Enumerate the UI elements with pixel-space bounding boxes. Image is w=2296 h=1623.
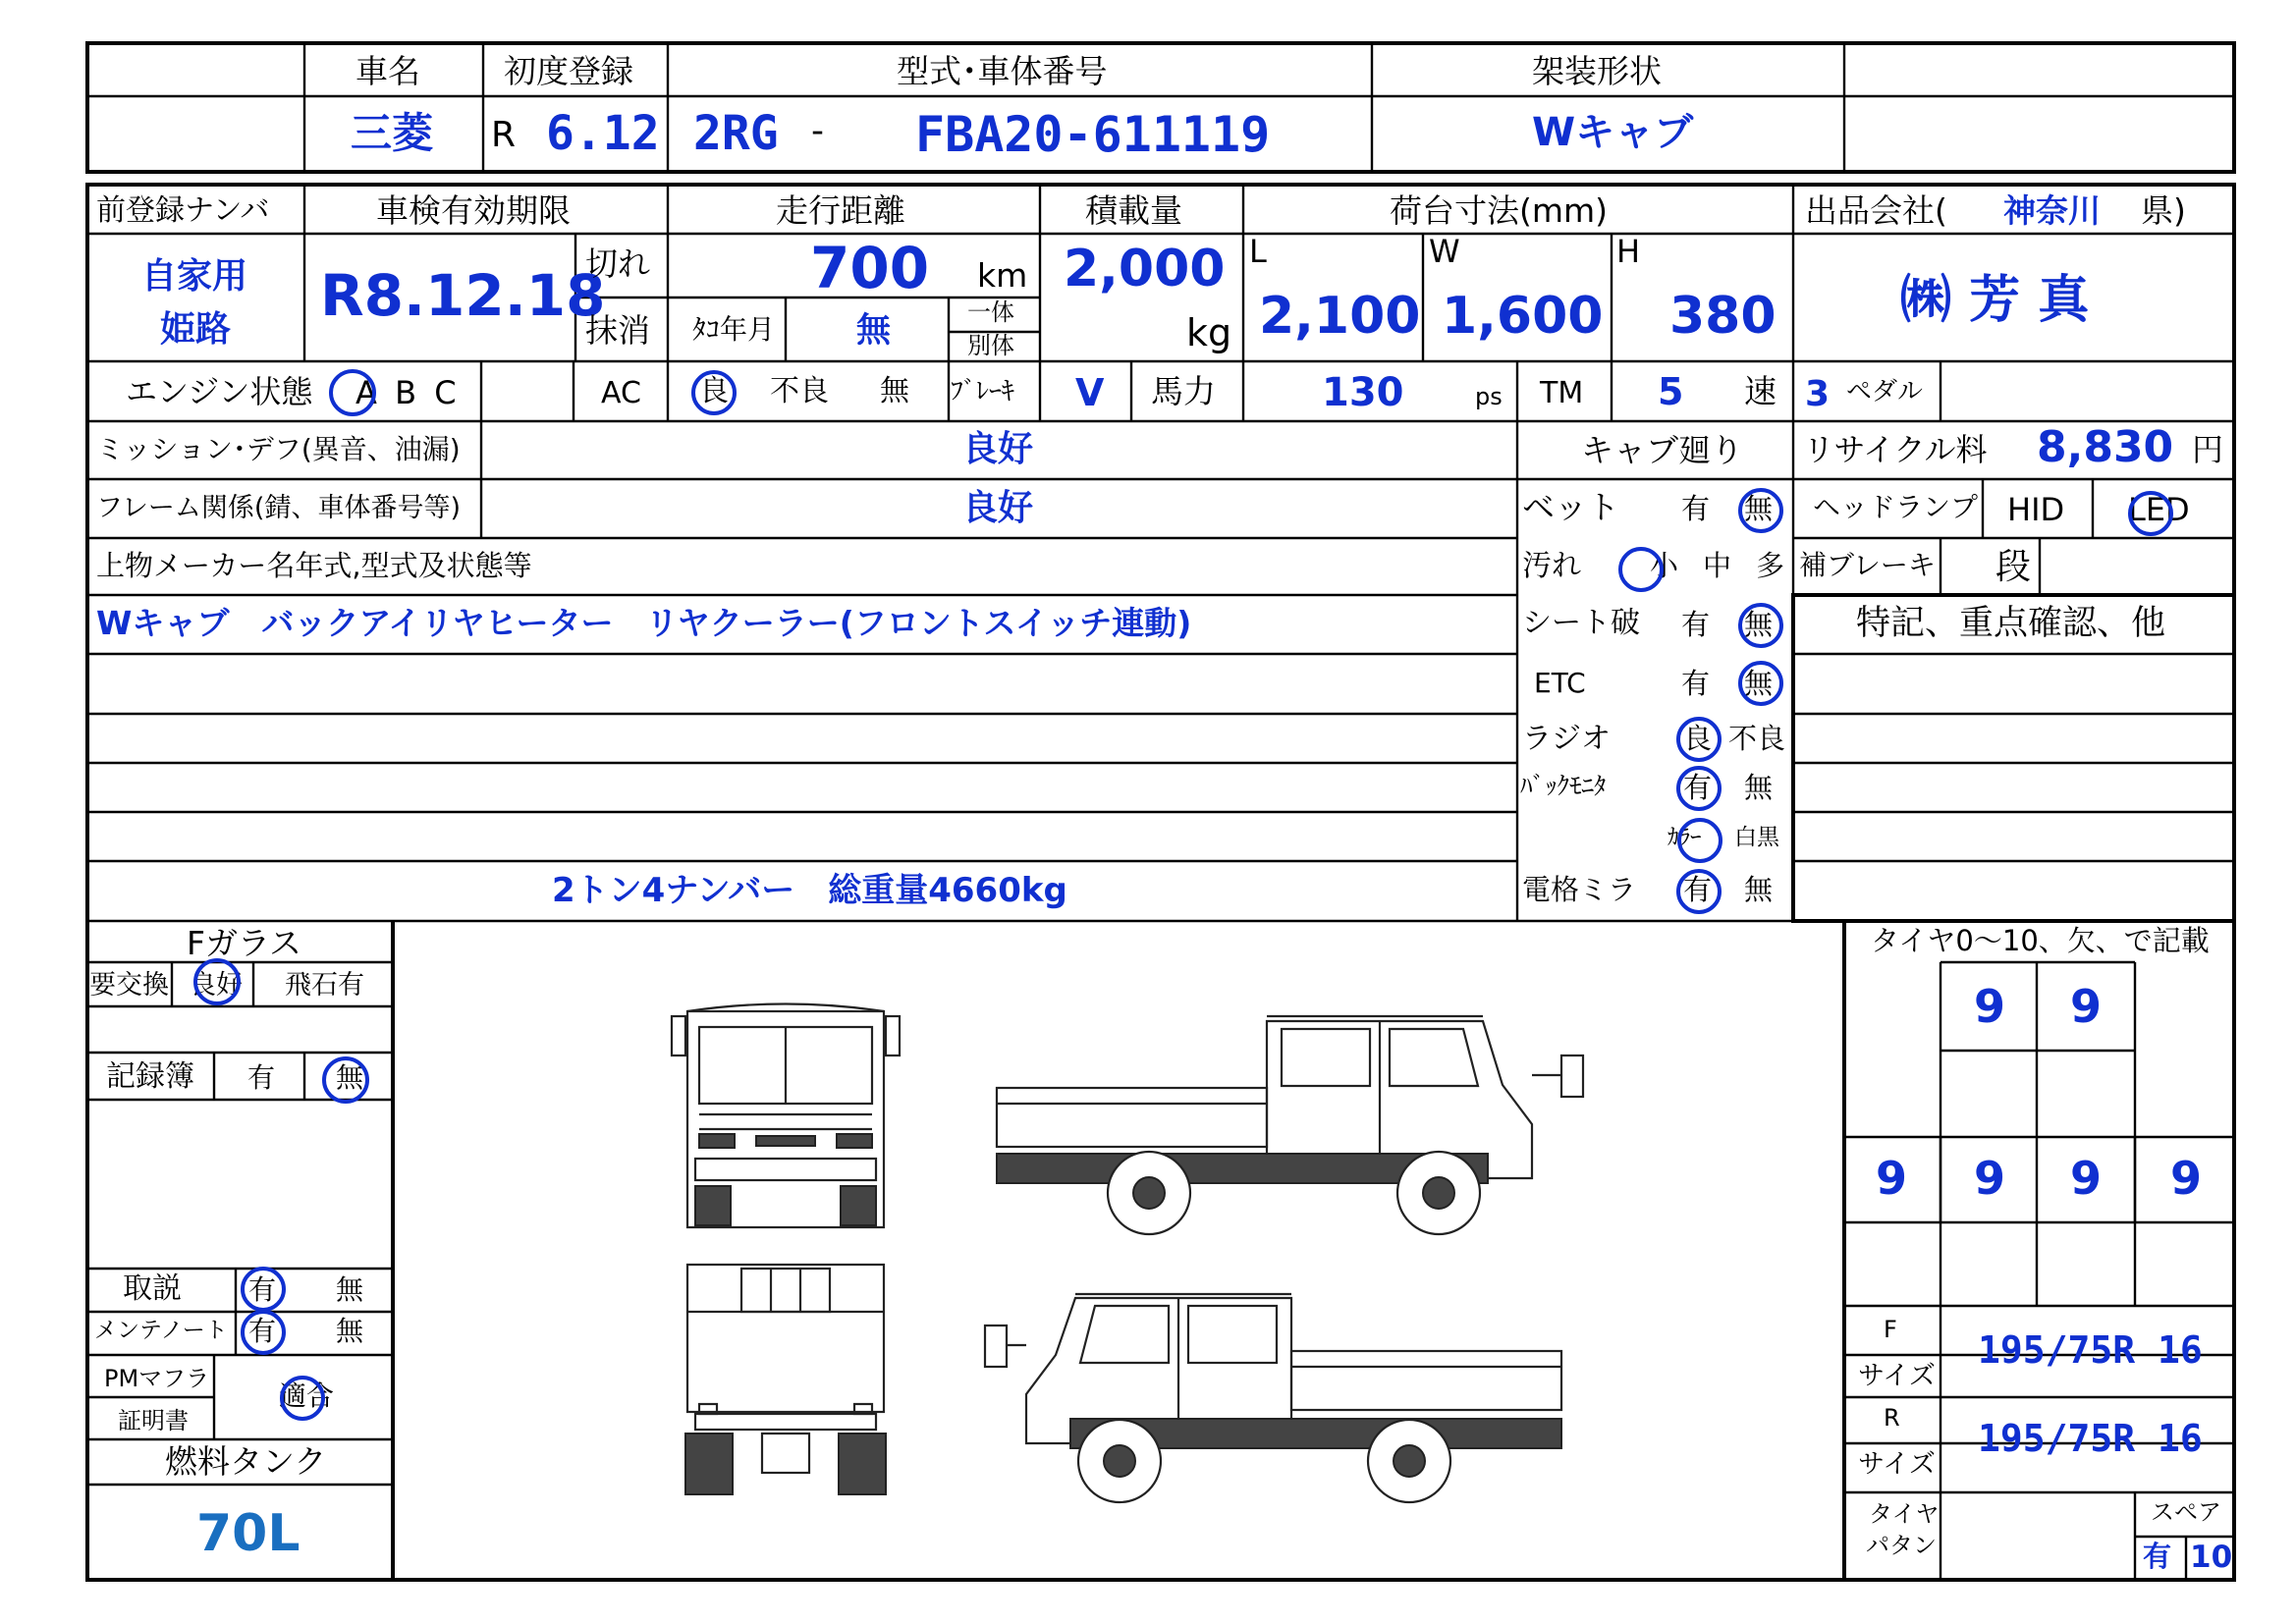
hp-value: 130	[1322, 370, 1404, 415]
hp-unit: ps	[1475, 383, 1503, 410]
seller-name: ㈱ 芳 真	[1900, 271, 2090, 330]
seller-label: 出品会社(	[1805, 191, 1947, 230]
engine-label: エンジン状態	[126, 373, 313, 410]
rear-size-r: R	[1884, 1404, 1900, 1432]
rear-tire-size: 195/75R 16	[1978, 1417, 2203, 1460]
maint-no: 無	[336, 1315, 364, 1347]
bed-w-label: W	[1429, 233, 1460, 270]
seat-no: 無	[1744, 608, 1774, 641]
chassis-number: FBA20-611119	[915, 106, 1271, 163]
cab-bed-yes: 有	[1681, 492, 1711, 525]
tm-value: 5	[1658, 370, 1684, 413]
ac-none: 無	[880, 374, 909, 408]
body-shape: Wキャブ	[1532, 110, 1694, 155]
load-value: 2,000	[1064, 240, 1226, 298]
front-size-label: サイズ	[1858, 1361, 1936, 1391]
glass-title: Fガラス	[187, 924, 301, 962]
pedal-value: 3	[1805, 374, 1831, 414]
hid-option: HID	[2007, 491, 2065, 528]
manual-yes: 有	[248, 1273, 277, 1306]
bed-width: 1,600	[1442, 287, 1604, 346]
body-shape-label: 架装形状	[1532, 52, 1662, 90]
records-yes: 有	[247, 1061, 276, 1094]
recycle-unit: 円	[2192, 431, 2224, 468]
seller-prefecture-suffix: 県)	[2141, 191, 2186, 230]
unified-label: 一体	[967, 298, 1014, 326]
bed-h-label: H	[1616, 233, 1641, 270]
ac-bad: 不良	[770, 374, 829, 408]
first-reg-label: 初度登録	[504, 52, 633, 90]
tm-label: TM	[1540, 376, 1584, 410]
mission-value: 良好	[962, 429, 1034, 469]
manual-label: 取説	[123, 1271, 182, 1306]
tacho-label: ﾀｺ年月	[692, 313, 776, 346]
cab-bed-no: 無	[1744, 492, 1774, 525]
radio-label: ラジオ	[1522, 722, 1611, 756]
bed-l-label: L	[1249, 233, 1267, 270]
bed-height: 380	[1669, 287, 1777, 346]
glass-stone: 飛石有	[285, 970, 364, 1001]
recycle-label: リサイクル料	[1803, 431, 1988, 468]
load-unit: kg	[1186, 311, 1232, 354]
tire-front-left: 9	[1974, 980, 2006, 1033]
hp-label: 馬力	[1151, 372, 1216, 410]
backmon-label: ﾊﾞｯｸﾓﾆﾀ	[1520, 772, 1607, 800]
pm-value: 適合	[279, 1380, 335, 1412]
tire-rear-1: 9	[1876, 1152, 1908, 1205]
backmon-color: ｶﾗｰ	[1667, 825, 1702, 850]
model-label: 型式･車体番号	[897, 52, 1108, 90]
weight-note: 2トン4ナンバー 総重量4660kg	[552, 871, 1067, 910]
maker-note: Wキャブ バックアイリヤヒーター リヤクーラー(フロントスイッチ連動)	[96, 604, 1192, 642]
tire-pattern-label: タイヤ	[1869, 1500, 1940, 1528]
plate-use: 自家用	[141, 256, 248, 297]
seat-yes: 有	[1681, 608, 1711, 641]
elec-mirror-label: 電格ミラ	[1522, 873, 1637, 906]
brake-label: ﾌﾞﾚｰｷ	[951, 377, 1015, 406]
pedal-label: ペダル	[1846, 377, 1924, 406]
etc-yes: 有	[1681, 667, 1711, 700]
front-tire-size: 195/75R 16	[1978, 1328, 2203, 1372]
frame-value: 良好	[962, 488, 1034, 528]
glass-good: 良好	[190, 970, 243, 1001]
headlamp-label: ヘッドランプ	[1813, 491, 1979, 523]
truck-front-view	[672, 1004, 900, 1228]
tire-rear-2: 9	[1974, 1152, 2006, 1205]
load-label: 積載量	[1085, 191, 1182, 230]
era: R	[491, 115, 517, 155]
cab-bed-label: ベット	[1522, 488, 1619, 526]
aux-brake-label: 補ブレーキ	[1799, 549, 1936, 581]
car-name: 三菱	[351, 109, 434, 157]
inspection-label: 車検有効期限	[376, 191, 571, 230]
cancelled-label: 抹消	[585, 311, 650, 350]
radio-good: 良	[1683, 722, 1713, 755]
spare-value: 10	[2190, 1540, 2233, 1575]
records-label: 記録簿	[106, 1059, 194, 1094]
glass-replace: 要交換	[89, 970, 169, 1001]
manual-no: 無	[336, 1273, 364, 1306]
brake-value: V	[1075, 371, 1105, 414]
cert-label: 証明書	[118, 1407, 189, 1434]
records-no: 無	[336, 1061, 364, 1094]
etc-no: 無	[1744, 667, 1774, 700]
backmon-no: 無	[1744, 771, 1774, 804]
car-name-label: 車名	[355, 52, 420, 90]
first-reg-date: 6.12	[546, 106, 660, 161]
engine-grades: A B C	[355, 374, 457, 411]
seat-label: シート破	[1522, 606, 1640, 640]
pm-label: PMマフラ	[104, 1365, 210, 1392]
tire-front-right: 9	[2070, 980, 2103, 1033]
maker-label: 上物メーカー名年式,型式及状態等	[96, 549, 532, 582]
ac-good: 良	[699, 374, 729, 408]
dirt-many: 多	[1756, 549, 1785, 582]
radio-bad: 不良	[1728, 722, 1786, 755]
fuel-label: 燃料タンク	[165, 1442, 327, 1481]
expired-label: 切れ	[585, 244, 650, 283]
recycle-value: 8,830	[2037, 422, 2174, 472]
cab-title: キャブ廻り	[1581, 431, 1743, 469]
backmon-mono: 白黒	[1734, 825, 1779, 850]
notes-title: 特記、重点確認、他	[1856, 604, 2166, 643]
tm-unit: 速	[1744, 372, 1777, 410]
spare-has: 有	[2143, 1540, 2172, 1573]
bed-size-label: 荷台寸法(mm)	[1390, 191, 1609, 230]
spare-label: スペア	[2151, 1498, 2221, 1526]
bed-length: 2,100	[1259, 287, 1421, 346]
tacho-value: 無	[856, 311, 892, 351]
tire-pattern-label-2: パタン	[1866, 1532, 1937, 1559]
plate-area: 姫路	[160, 309, 232, 350]
tire-rear-4: 9	[2170, 1152, 2203, 1205]
mileage-value: 700	[810, 235, 930, 301]
elec-mirror-no: 無	[1744, 873, 1774, 906]
led-option: LED	[2128, 491, 2190, 528]
front-size-f: F	[1884, 1316, 1897, 1343]
prev-plate-label: 前登録ナンバ	[96, 193, 270, 228]
frame-label: フレーム関係(錆、車体番号等)	[96, 493, 461, 523]
truck-rear-view	[685, 1265, 886, 1494]
seller-prefecture: 神奈川	[2003, 191, 2101, 230]
dirt-label: 汚れ	[1522, 549, 1581, 583]
tire-rear-3: 9	[2070, 1152, 2103, 1205]
truck-side-view-2	[985, 1294, 1561, 1502]
separate-label: 別体	[967, 332, 1014, 359]
dirt-small: 小	[1650, 549, 1679, 582]
aux-brake-value: 段	[1995, 547, 2032, 587]
tire-title: タイヤ0～10、欠、で記載	[1871, 924, 2210, 957]
mileage-unit: km	[977, 256, 1028, 295]
mileage-label: 走行距離	[776, 191, 905, 230]
model-dash: -	[811, 111, 824, 151]
rear-size-label: サイズ	[1858, 1449, 1936, 1480]
backmon-yes: 有	[1683, 771, 1713, 804]
truck-side-view-1	[997, 1016, 1583, 1234]
model-code: 2RG	[693, 106, 779, 161]
maint-label: メンテノート	[94, 1318, 228, 1343]
etc-label: ETC	[1534, 667, 1586, 699]
fuel-value: 70L	[196, 1504, 301, 1563]
dirt-mid: 中	[1703, 549, 1732, 582]
elec-mirror-yes: 有	[1683, 873, 1713, 906]
mission-label: ミッション･デフ(異音、油漏)	[96, 433, 461, 465]
inspection-date: R8.12.18	[320, 262, 606, 329]
maint-yes: 有	[248, 1315, 277, 1347]
ac-label: AC	[601, 376, 641, 410]
